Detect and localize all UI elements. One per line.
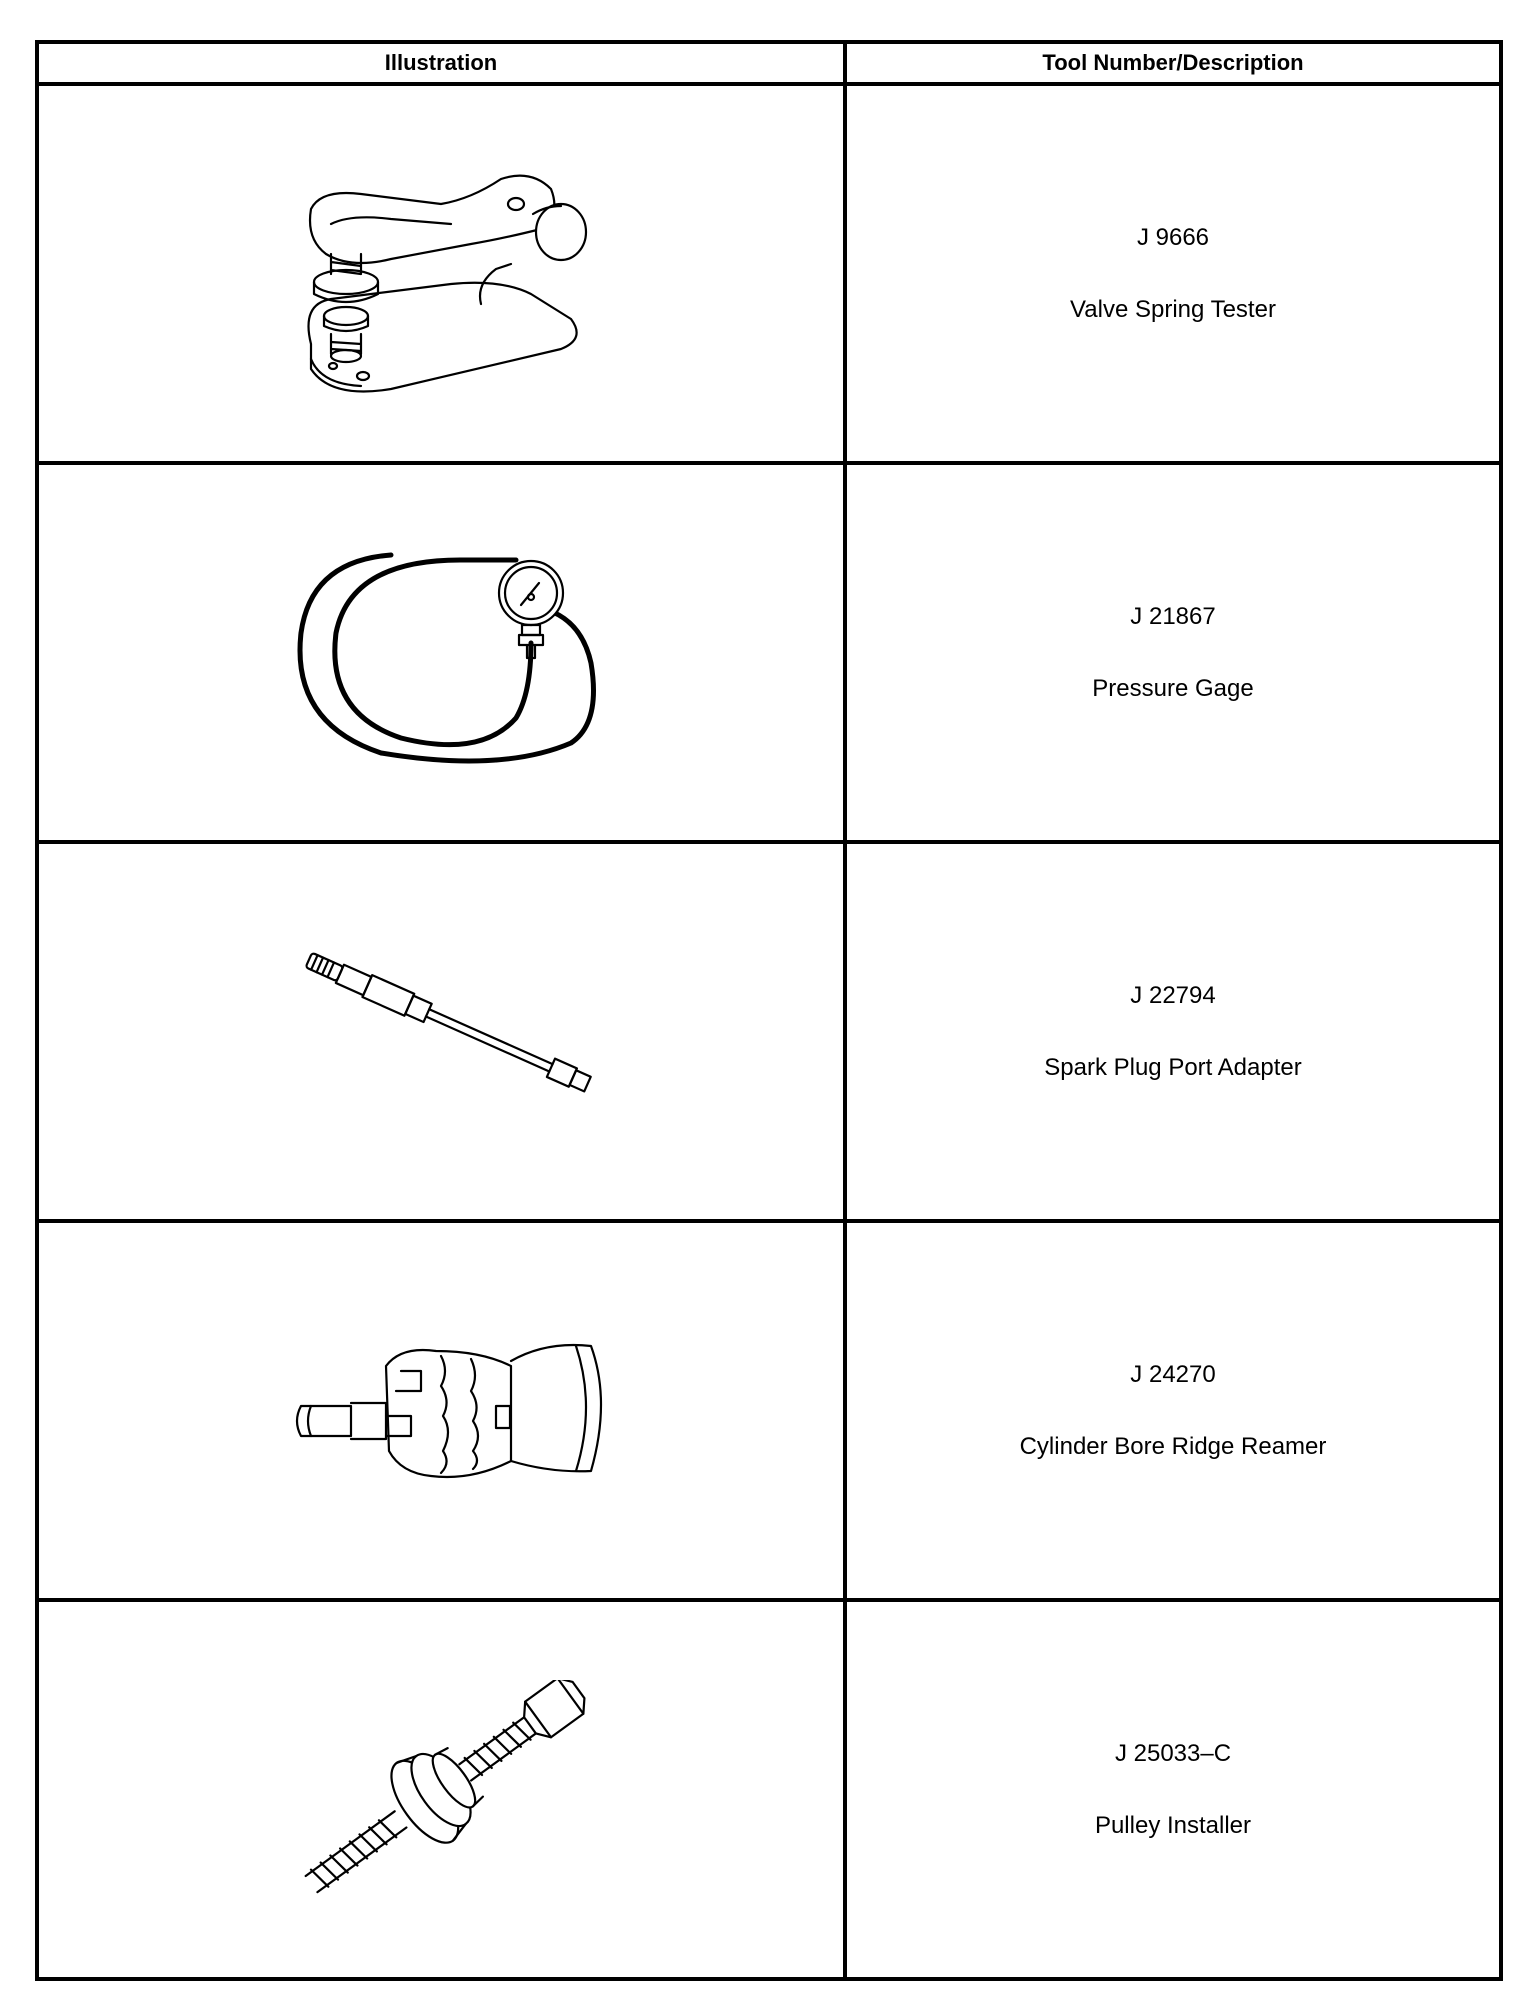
table-row (39, 844, 1499, 1223)
tool-number: J 25033–C (1114, 1739, 1232, 1767)
table-header (39, 44, 1499, 86)
description-cell (847, 86, 1499, 461)
table-row (39, 465, 1499, 844)
tool-description: Cylinder Bore Ridge Reamer (1019, 1432, 1327, 1460)
illustration-cell (39, 1223, 847, 1598)
spark-plug-port-adapter-icon (271, 952, 611, 1112)
illustration-cell (39, 844, 847, 1219)
description-cell (847, 1223, 1499, 1598)
header-tool: Tool Number/Description (1042, 50, 1304, 75)
cylinder-bore-ridge-reamer-icon (271, 1311, 611, 1511)
tool-description: Spark Plug Port Adapter (1044, 1053, 1302, 1081)
table-row (39, 1602, 1499, 1977)
tool-number: J 24270 (1130, 1360, 1216, 1388)
tool-number: J 21867 (1130, 602, 1216, 630)
valve-spring-tester-icon (271, 154, 611, 394)
header-illustration: Illustration (39, 44, 847, 82)
table-row (39, 86, 1499, 465)
description-cell (847, 465, 1499, 840)
illustration-cell (39, 465, 847, 840)
pulley-installer-icon (271, 1680, 611, 1900)
tool-description: Valve Spring Tester (1070, 295, 1276, 323)
tool-number: J 9666 (1136, 223, 1210, 251)
tool-table (35, 40, 1503, 1981)
description-cell (847, 1602, 1499, 1977)
illustration-cell (39, 1602, 847, 1977)
tool-description: Pulley Installer (1094, 1811, 1252, 1839)
pressure-gage-icon (271, 533, 611, 773)
table-row (39, 1223, 1499, 1602)
tool-description: Pressure Gage (1092, 674, 1254, 702)
illustration-cell (39, 86, 847, 461)
description-cell (847, 844, 1499, 1219)
tool-number: J 22794 (1130, 981, 1216, 1009)
